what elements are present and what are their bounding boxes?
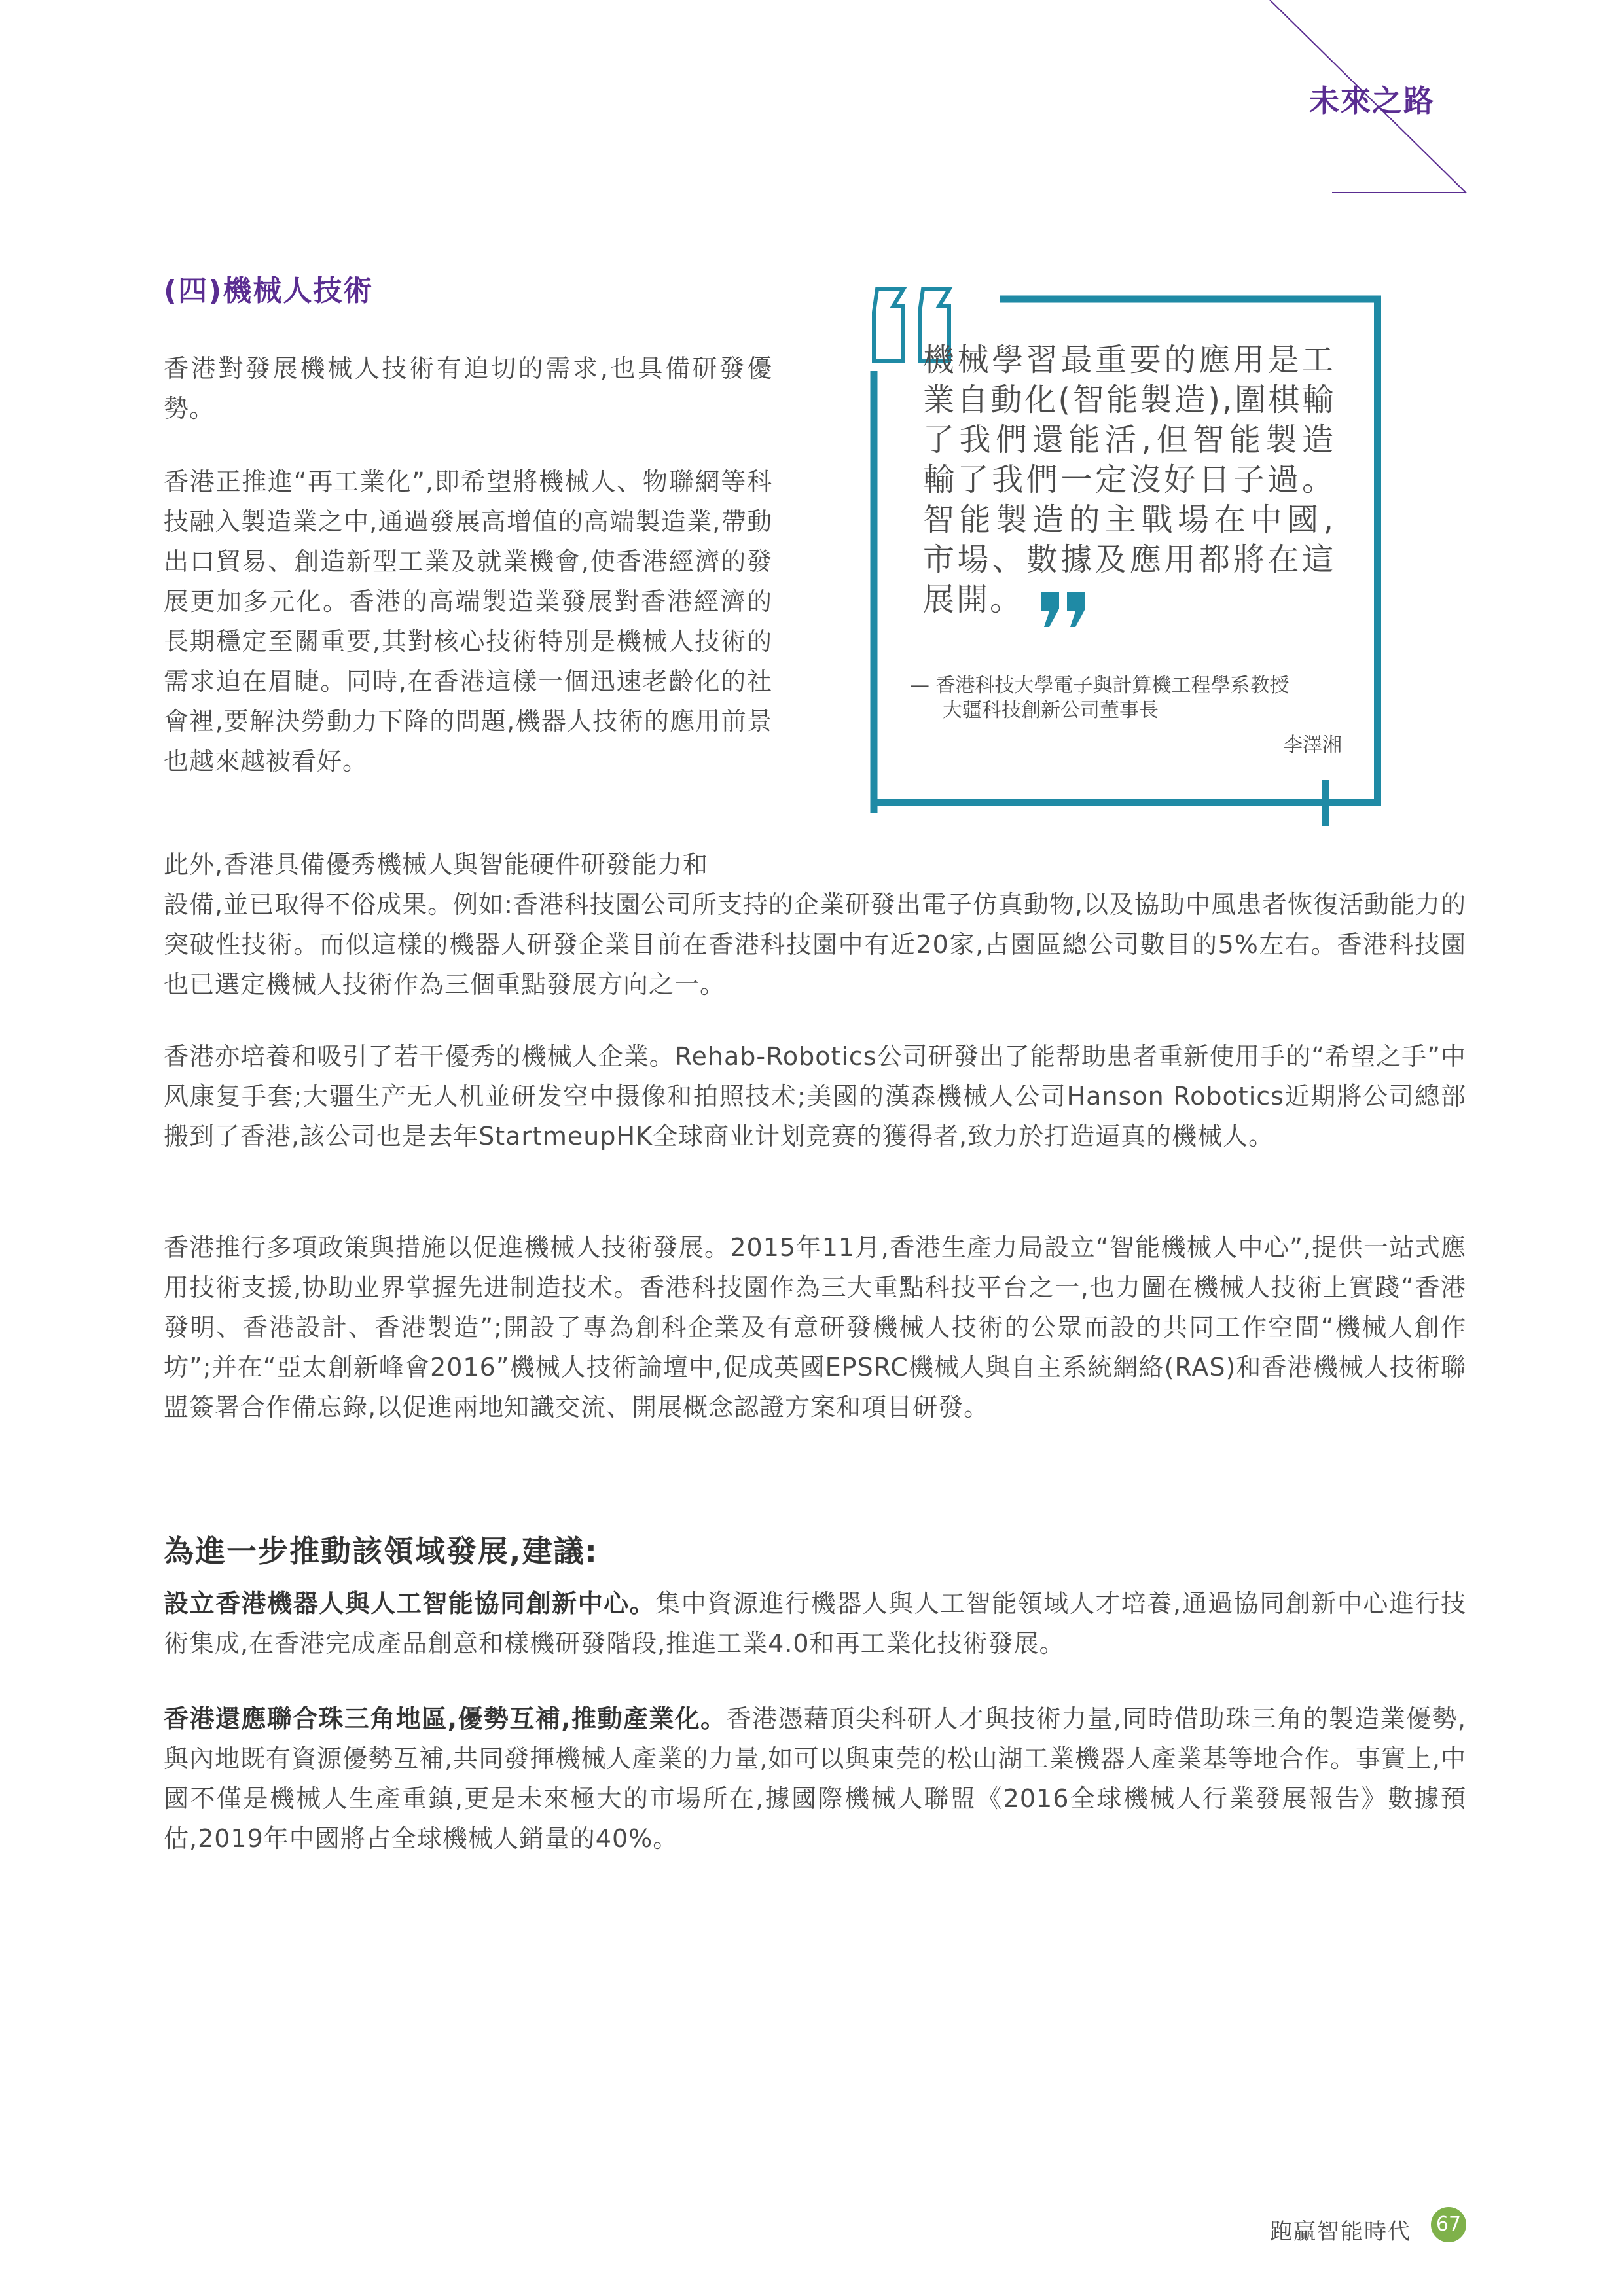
recommendation-item — [164, 1699, 1466, 1859]
recommendations-heading: 為進一步推動該領域發展,建議: — [164, 1534, 598, 1569]
recommendation-lead: 設立香港機器人與人工智能協同創新中心。 — [164, 1589, 656, 1618]
section-heading: (四)機械人技術 — [164, 274, 374, 308]
intro-paragraph: 香港對發展機械人技術有迫切的需求,也具備研發優勢。 — [164, 354, 772, 423]
recommendation-item — [164, 1584, 1466, 1664]
footer-publication-title: 跑贏智能時代 — [1270, 2219, 1411, 2245]
achievements-paragraph-first-line: 此外,香港具備優秀機械人與智能硬件研發能力和 — [164, 850, 709, 879]
quote-attribution-company: 大疆科技創新公司董事長 — [943, 699, 1159, 722]
quote-attribution-title: — 香港科技大學電子與計算機工程學系教授 — [910, 674, 1290, 697]
recommendation-text: 香港憑藉頂尖科研人才與技術力量,同時借助珠三角的製造業優勢,與內地既有資源優勢互補,共同發揮機械人產業的力量,如可以與東莞的松山湖工業機器人產業基等地合作。事實上,中國不僅是機械人生產重鎮,更是未來極大的市場所在,據國際機械人聯盟《2016全球機械人行業發展報告》數據預估,2019年中國將占全球機械人銷量的40%。 — [164, 1704, 1466, 1853]
achievements-paragraph: 設備,並已取得不俗成果。例如:香港科技園公司所支持的企業研發出電子仿真動物,以及協助中風患者恢復活動能力的突破性技術。而似這樣的機器人研發企業目前在香港科技園中有近20家,占園區總公司數目的5%左右。香港科技園也已選定機械人技術作為三個重點發展方向之一。 — [164, 890, 1466, 999]
recommendation-lead: 香港還應聯合珠三角地區,優勢互補,推動產業化。 — [164, 1704, 727, 1733]
quote-attribution-name: 李澤湘 — [1283, 734, 1342, 757]
policies-paragraph: 香港推行多項政策與措施以促進機械人技術發展。2015年11月,香港生產力局設立“智能機械人中心”,提供一站式應用技術支援,协助业界掌握先进制造技术。香港科技園作為三大重點科技平台之一,也力圖在機械人技術上實踐“香港發明、香港設計、香港製造”;開設了專為創科企業及有意研發機械人技術的公眾而設的共同工作空間“機械人創作坊”;并在“亞太創新峰會2016”機械人技術論壇中,促成英國EPSRC機械人與自主系統網絡(RAS)和香港機械人技術聯盟簽署合作備忘錄,以促進兩地知識交流、開展概念認證方案和項目研發。 — [164, 1233, 1466, 1422]
close-quote-icon — [1038, 589, 1096, 628]
section-tag: 未來之路 — [1309, 83, 1435, 118]
reindustrialization-paragraph: 香港正推進“再工業化”,即希望將機械人、物聯網等科技融入製造業之中,通過發展高增值的高端製造業,帶動出口貿易、創造新型工業及就業機會,使香港經濟的發展更加多元化。香港的高端製造業發展對香港經濟的長期穩定至關重要,其對核心技術特別是機械人技術的需求迫在眉睫。同時,在香港這樣一個迅速老齡化的社會裡,要解決勞動力下降的問題,機器人技術的應用前景也越來越被看好。 — [164, 467, 772, 776]
recommendation-text: 集中資源進行機器人與人工智能領域人才培養,通過協同創新中心進行技術集成,在香港完成產品創意和樣機研發階段,推進工業4.0和再工業化技術發展。 — [164, 1589, 1466, 1658]
enterprises-paragraph: 香港亦培養和吸引了若干優秀的機械人企業。Rehab-Robotics公司研發出了能帮助患者重新使用手的“希望之手”中风康复手套;大疆生产无人机並研发空中摄像和拍照技术;美國的漢森機械人公司Hanson Robotics近期將公司總部搬到了香港,該公司也是去年StartmeupHK全球商业计划竞赛的獲得者,致力於打造逼真的機械人。 — [164, 1042, 1466, 1151]
page-number-badge: 67 — [1431, 2207, 1466, 2242]
quote-text: 機械學習最重要的應用是工業自動化(智能製造),圍棋輸了我們還能活,但智能製造輸了我們一定沒好日子過。智能製造的主戰場在中國,市場、數據及應用都將在這展開。 — [923, 342, 1335, 618]
